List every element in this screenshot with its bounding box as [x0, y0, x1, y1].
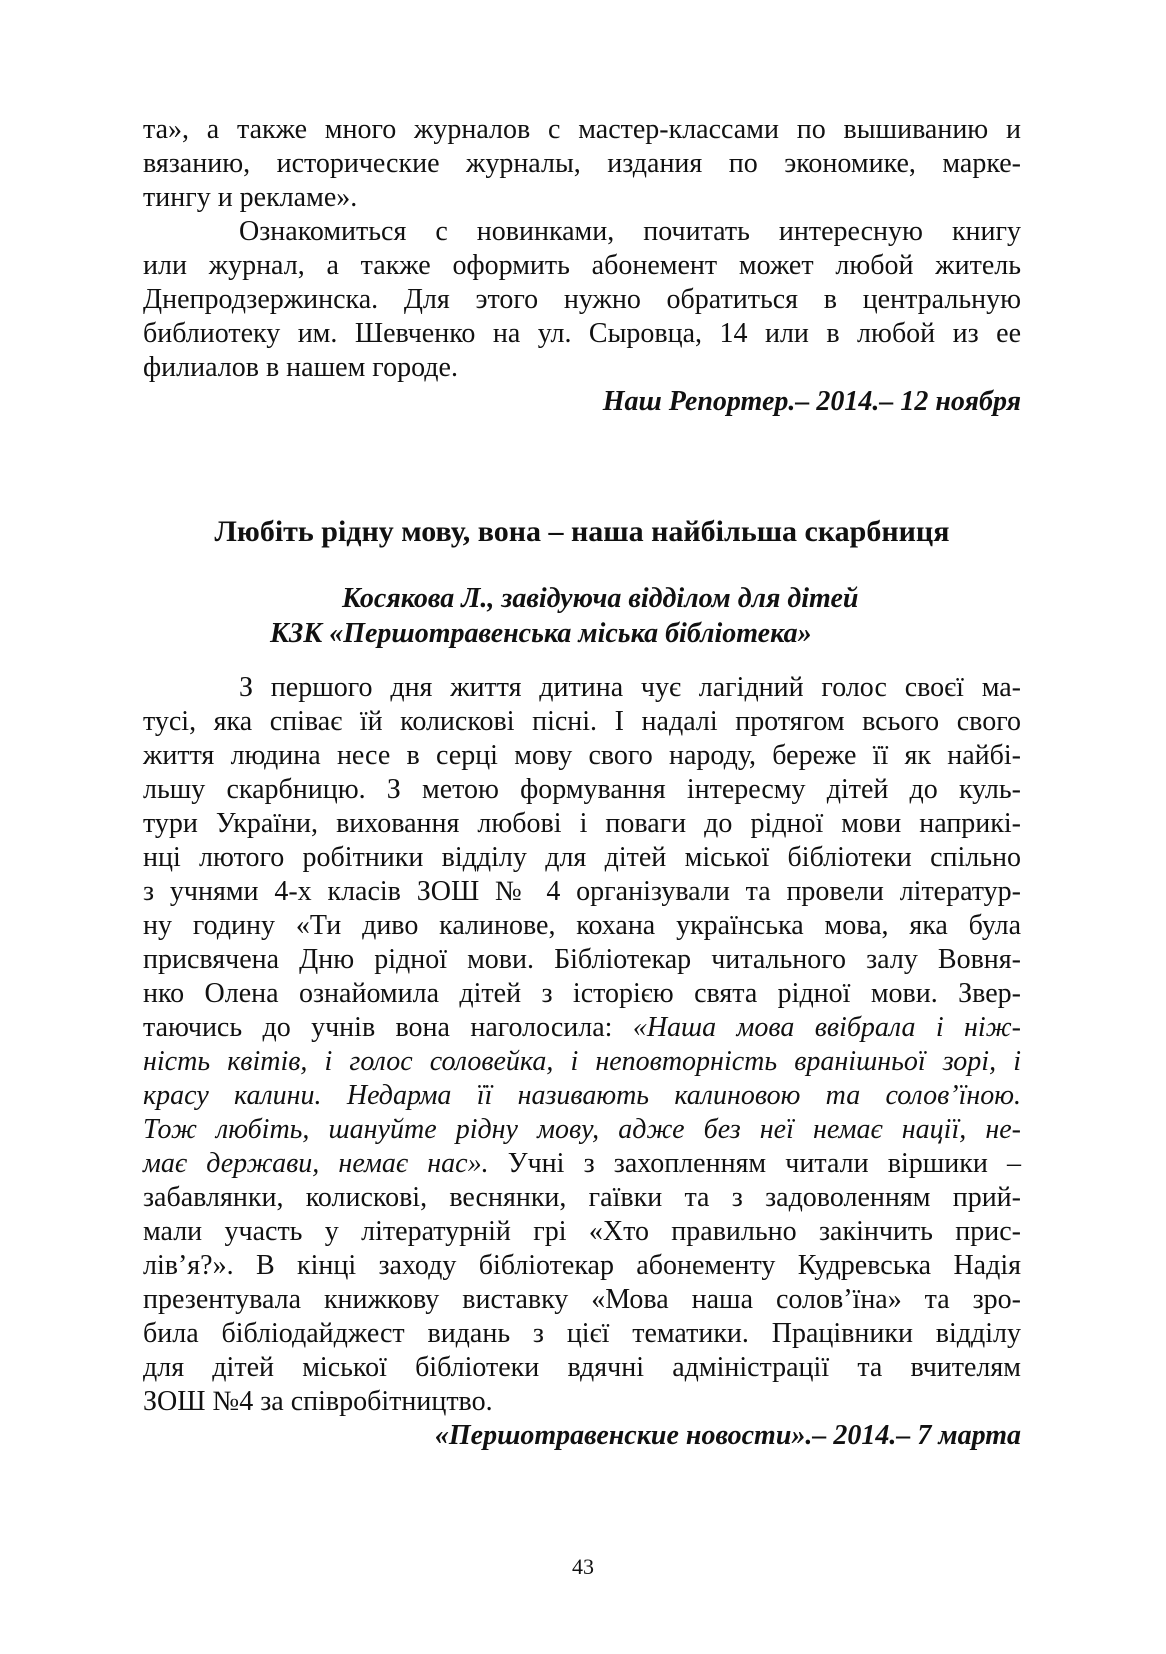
- text-line: Ознакомиться с новинками, почитать интересную книгу: [239, 216, 1021, 247]
- text-normal: таючись до учнів вона наголосила:: [143, 1012, 633, 1043]
- previous-article-text: [143, 113, 1021, 419]
- article-body: [143, 671, 1021, 1453]
- text-line: з учнями 4-х класів ЗОШ № 4 організували та провели літератур-: [143, 876, 1021, 907]
- text-line: или журнал, а также оформить абонемент может любой житель: [143, 250, 1021, 281]
- text-line: З першого дня життя дитина чує лагідний голос своєї ма-: [239, 672, 1021, 703]
- text-line: тусі, яка співає їй колискові пісні. І надалі протягом всього свого: [143, 706, 1021, 737]
- quote-italic: має держави, немає нас».: [143, 1148, 489, 1179]
- text-line: життя людина несе в серці мову свого народу, береже її як найбі-: [143, 740, 1021, 771]
- text-line: презентувала книжкову виставку «Мова наша солов’їна» та зро-: [143, 1284, 1021, 1315]
- text-line: нко Олена ознайомила дітей з історією свята рідної мови. Звер-: [143, 978, 1021, 1009]
- quote-line: красу калини. Недарма її називають калиновою та солов’їною.: [143, 1080, 1021, 1111]
- text-line: для дітей міської бібліотеки вдячні адміністрації та вчителям: [143, 1352, 1021, 1383]
- source-citation: Наш Репортер.– 2014.– 12 ноября: [602, 386, 1021, 417]
- page-number: 43: [572, 1554, 594, 1579]
- text-line: забавлянки, колискові, веснянки, гаївки та з задоволенням прий-: [143, 1182, 1021, 1213]
- text-line: Днепродзержинска. Для этого нужно обратиться в центральную: [143, 284, 1021, 315]
- quote-line: ність квітів, і голос соловейка, і неповторність вранішньої зорі, і: [143, 1046, 1021, 1077]
- text-line: [143, 1147, 1021, 1181]
- text-line: та», а также много журналов с мастер-классами по вышиванию и: [143, 114, 1021, 145]
- text-line: льшу скарбницю. З метою формування інтересму дітей до куль-: [143, 774, 1021, 805]
- text-line: била бібліодайджест видань з цієї тематики. Працівники відділу: [143, 1318, 1021, 1349]
- quote-italic: «Наша мова ввібрала і ніж-: [632, 1012, 1022, 1043]
- quote-line: Тож любіть, шануйте рідну мову, адже без неї немає нації, не-: [143, 1114, 1021, 1145]
- author-line: Косякова Л., завідуюча відділом для дітей: [342, 583, 859, 614]
- text-line: филиалов в нашем городе.: [143, 352, 458, 383]
- text-line: ну годину «Ти диво калинове, кохана українська мова, яка була: [143, 910, 1021, 941]
- text-line: присвячена Дню рідної мови. Бібліотекар читального залу Вовня-: [143, 944, 1021, 975]
- source-citation: «Першотравенские новости».– 2014.– 7 марта: [434, 1420, 1021, 1451]
- text-line: библиотеку им. Шевченко на ул. Сыровца, 14 или в любой из ее: [143, 318, 1021, 349]
- text-line: вязанию, исторические журналы, издания по экономике, марке-: [143, 148, 1021, 179]
- text-line: нці лютого робітники відділу для дітей міської бібліотеки спільно: [143, 842, 1021, 873]
- text-normal: Учні з захопленням читали віршики –: [488, 1148, 1021, 1179]
- text-line: тингу и рекламе».: [143, 182, 358, 213]
- text-line: ЗОШ №4 за співробітництво.: [143, 1386, 493, 1417]
- text-line: мали участь у літературній грі «Хто правильно закінчить прис-: [143, 1216, 1021, 1247]
- article-title: Любіть рідну мову, вона – наша найбільша скарбниця: [214, 515, 950, 548]
- text-line: тури України, виховання любові і поваги до рідної мови наприкі-: [143, 808, 1021, 839]
- author-affiliation: КЗК «Першотравенська міська бібліотека»: [270, 618, 812, 649]
- text-line: [143, 1011, 1021, 1045]
- text-line: лів’я?». В кінці заходу бібліотекар абонементу Кудревська Надія: [143, 1250, 1021, 1281]
